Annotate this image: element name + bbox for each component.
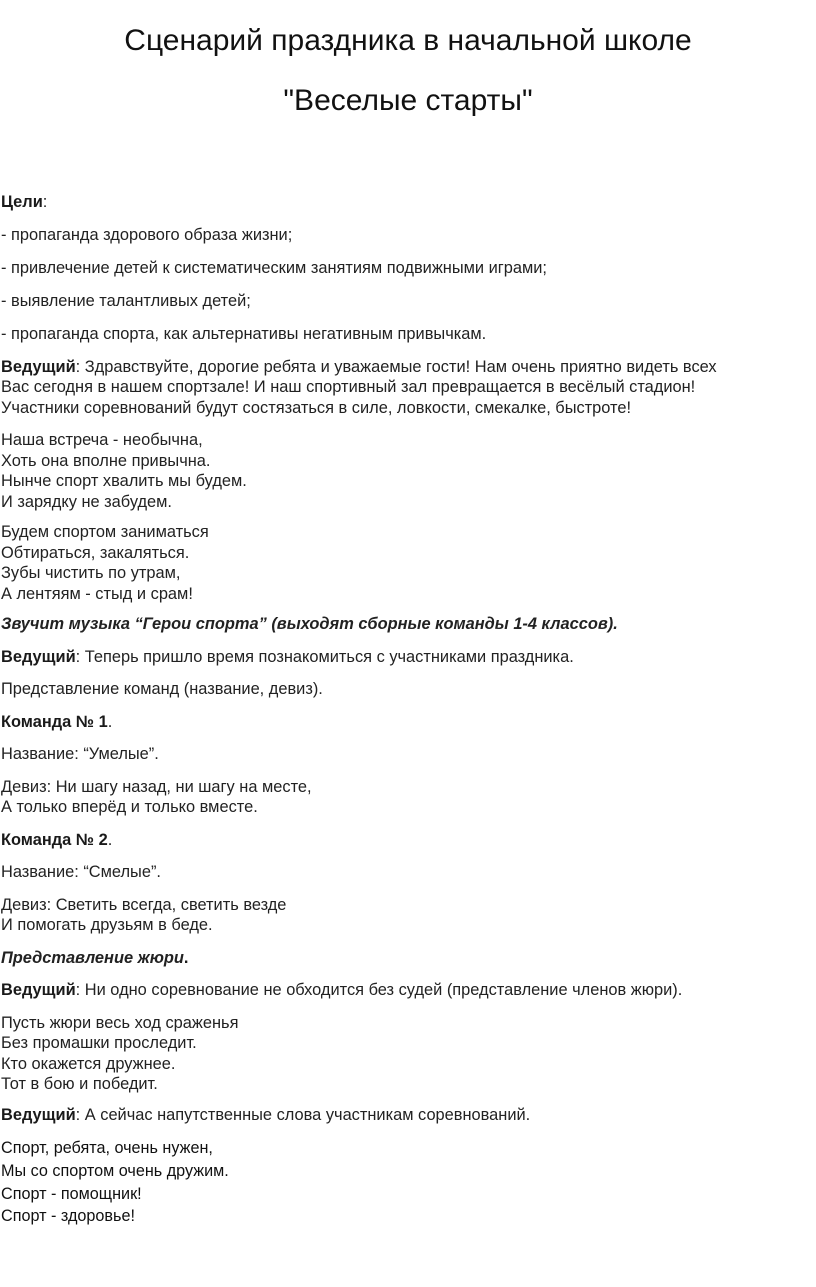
poem-line: Хоть она вполне привычна. xyxy=(1,451,211,470)
poem-line: Наша встреча - необычна, xyxy=(1,431,203,450)
host-wishes-text: : А сейчас напутственные слова участникам соревнований. xyxy=(75,1105,531,1124)
team1-motto xyxy=(1,777,813,818)
document-body xyxy=(1,192,813,1228)
poem-line: Мы со спортом очень дружим. xyxy=(1,1162,229,1181)
jury-heading-dot: . xyxy=(183,948,189,967)
host-greeting-text: : Здравствуйте, дорогие ребята и уважаемые гости! Нам очень приятно видеть всех xyxy=(75,357,717,376)
team2-heading-dot: . xyxy=(107,830,113,849)
speaker-label: Ведущий xyxy=(1,647,76,666)
poem-line: Без промашки проследит. xyxy=(1,1034,197,1053)
team2-heading xyxy=(1,830,813,851)
host-participants-text: : Теперь пришло время познакомиться с участниками праздника. xyxy=(75,647,574,666)
speaker-label: Ведущий xyxy=(1,1105,76,1124)
poem-sport xyxy=(1,522,813,604)
poem-line: Спорт - здоровье! xyxy=(1,1207,135,1226)
poem-line: Тот в бою и победит. xyxy=(1,1075,158,1094)
host-greeting-line: Участники соревнований будут состязаться в силе, ловкости, смекалке, быстроте! xyxy=(1,398,632,417)
poem-line: Пусть жюри весь ход сраженья xyxy=(1,1013,239,1032)
goal-item: - выявление талантливых детей; xyxy=(1,292,251,311)
goals-label: Цели xyxy=(1,193,43,211)
speaker-label: Ведущий xyxy=(1,981,76,1000)
goals-heading xyxy=(1,192,813,213)
poem-line: А лентяям - стыд и срам! xyxy=(1,584,193,603)
host-greeting-line: Вас сегодня в нашем спортзале! И наш спортивный зал превращается в весёлый стадион! xyxy=(1,378,696,397)
poem-jury xyxy=(1,1013,813,1095)
host-speech-wishes xyxy=(1,1105,813,1126)
team2-name: Название: “Смелые”. xyxy=(1,863,161,882)
team1-title: Команда № 1 xyxy=(1,712,108,731)
team1-heading xyxy=(1,712,813,733)
poem-line: И зарядку не забудем. xyxy=(1,492,172,511)
goals-colon: : xyxy=(42,193,48,211)
poem-health xyxy=(1,1137,813,1228)
teams-intro: Представление команд (название, девиз). xyxy=(1,680,323,699)
poem-meeting xyxy=(1,430,813,512)
poem-line: Кто окажется дружнее. xyxy=(1,1054,176,1073)
team2-title: Команда № 2 xyxy=(1,830,108,849)
music-stage-direction: Звучит музыка “Герои спорта” (выходят сборные команды 1-4 классов). xyxy=(1,615,618,634)
motto-line: Девиз: Светить всегда, светить везде xyxy=(1,895,287,914)
goal-item: - пропаганда спорта, как альтернативы негативным привычкам. xyxy=(1,325,487,344)
document-title: Сценарий праздника в начальной школе xyxy=(124,24,692,57)
host-speech-jury xyxy=(1,980,813,1001)
goal-item: - пропаганда здорового образа жизни; xyxy=(1,226,293,245)
poem-line: Будем спортом заниматься xyxy=(1,523,209,542)
team1-heading-dot: . xyxy=(107,712,113,731)
poem-line: Спорт - помощник! xyxy=(1,1184,142,1203)
team1-name: Название: “Умелые”. xyxy=(1,745,159,764)
goal-item: - привлечение детей к систематическим занятиям подвижными играми; xyxy=(1,259,547,278)
host-jury-text: : Ни одно соревнование не обходится без судей (представление членов жюри). xyxy=(75,981,683,1000)
document-subtitle: "Веселые старты" xyxy=(283,84,533,117)
speaker-label: Ведущий xyxy=(1,357,76,376)
motto-line: И помогать друзьям в беде. xyxy=(1,916,213,935)
motto-line: Девиз: Ни шагу назад, ни шагу на месте, xyxy=(1,777,312,796)
host-greeting-line xyxy=(1,357,813,378)
poem-line: Обтираться, закаляться. xyxy=(1,543,190,562)
poem-line: Спорт, ребята, очень нужен, xyxy=(1,1139,213,1158)
jury-heading xyxy=(1,948,813,969)
host-speech-participants xyxy=(1,647,813,668)
jury-title: Представление жюри xyxy=(1,948,184,967)
host-speech-greeting xyxy=(1,357,813,419)
poem-line: Нынче спорт хвалить мы будем. xyxy=(1,472,247,491)
poem-line: Зубы чистить по утрам, xyxy=(1,564,181,583)
motto-line: А только вперёд и только вместе. xyxy=(1,798,258,817)
team2-motto xyxy=(1,895,813,936)
